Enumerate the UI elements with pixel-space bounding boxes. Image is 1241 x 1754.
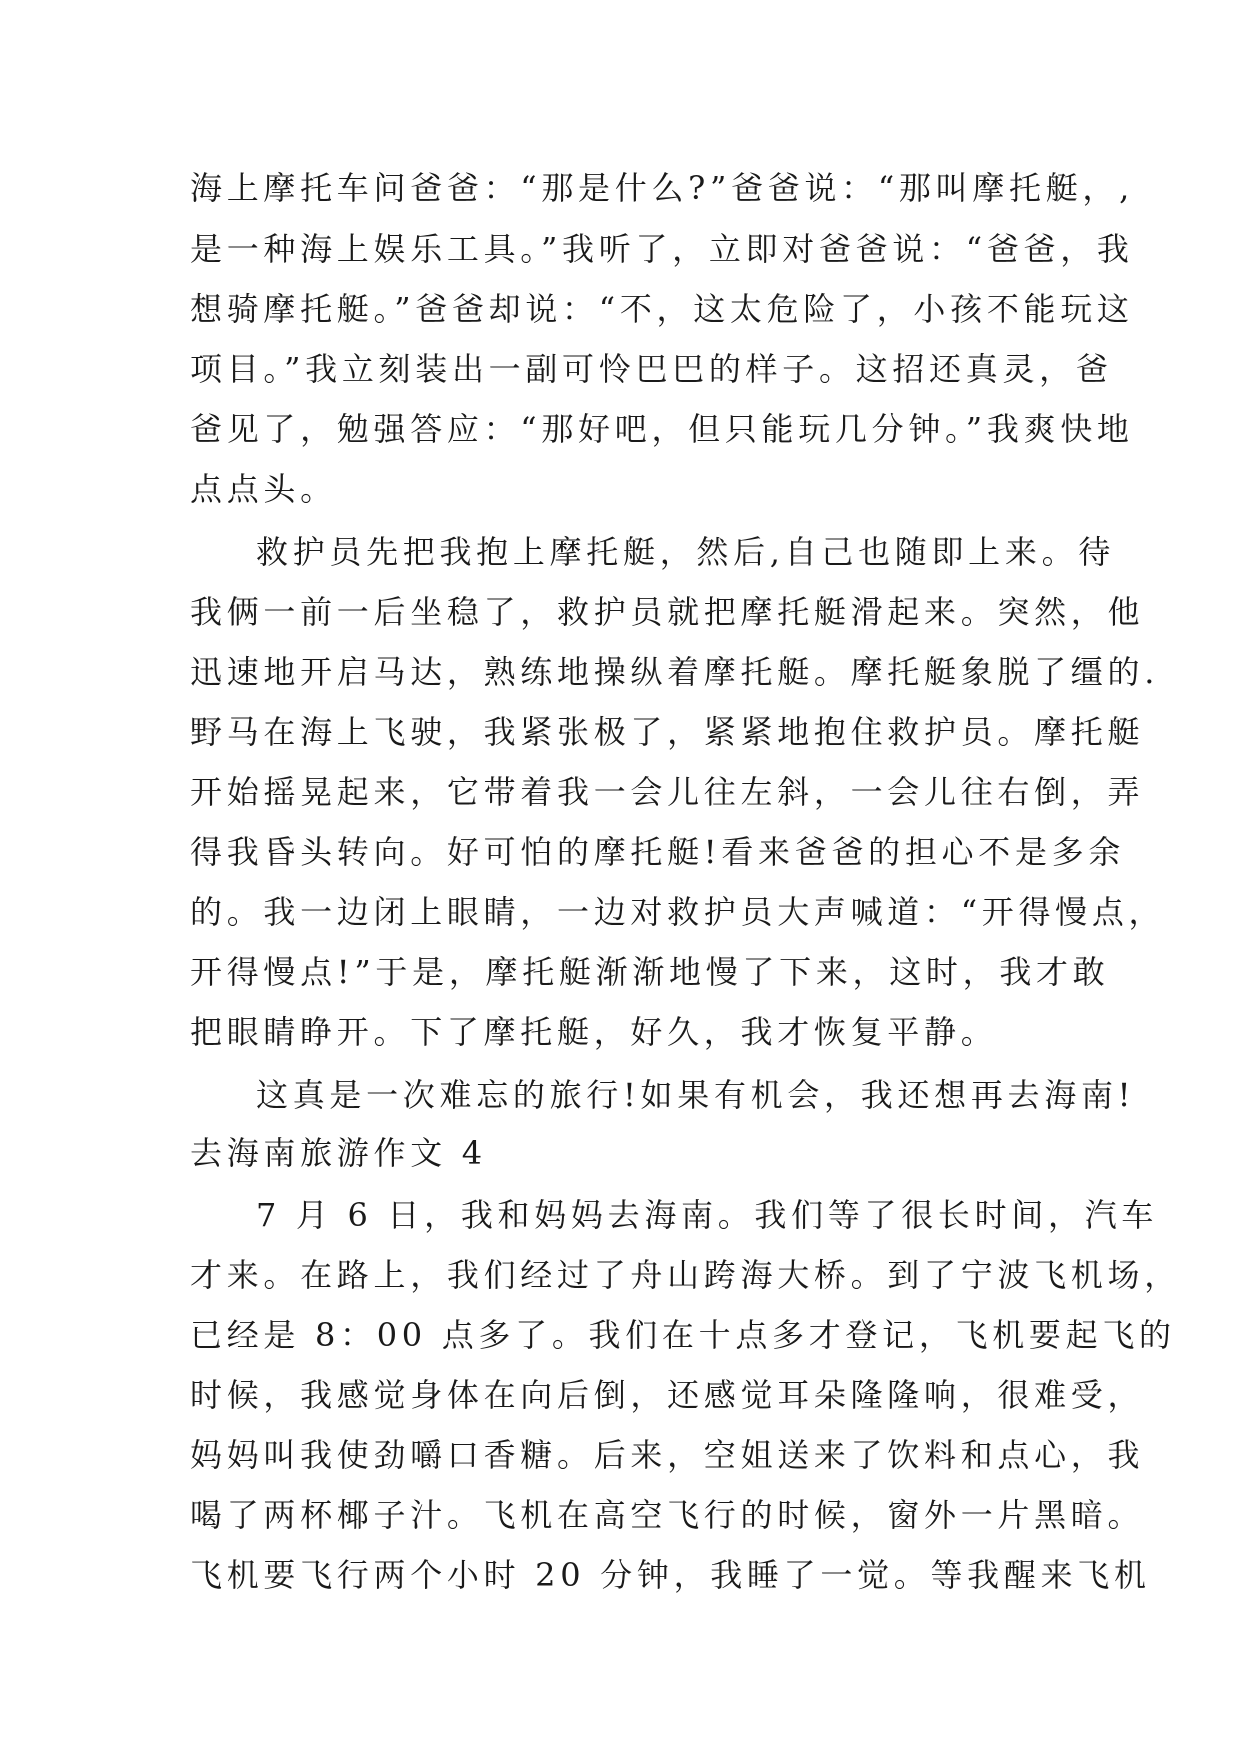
section-heading: 去海南旅游作文 4 [190,1134,487,1172]
text-line: 海上摩托车问爸爸：“那是什么?”爸爸说：“那叫摩托艇，, [190,169,1135,207]
text-line: 得我昏头转向。好可怕的摩托艇!看来爸爸的担心不是多余 [190,833,1126,871]
text-line: 才来。在路上，我们经过了舟山跨海大桥。到了宁波飞机场， [190,1256,1181,1294]
text-line: 项目。”我立刻装出一副可怜巴巴的样子。这招还真灵，爸 [190,350,1113,388]
text-line: 飞机要飞行两个小时 20 分钟，我睡了一觉。等我醒来飞机 [190,1556,1151,1594]
paragraph-first-line: 7 月 6 日，我和妈妈去海南。我们等了很长时间，汽车 [256,1196,1159,1234]
text-line: 迅速地开启马达，熟练地操纵着摩托艇。摩托艇象脱了缰的. [190,653,1160,691]
text-line: 是一种海上娱乐工具。”我听了，立即对爸爸说：“爸爸，我 [190,230,1134,268]
text-line: 爸见了，勉强答应：“那好吧，但只能玩几分钟。”我爽快地 [190,410,1134,448]
text-line: 喝了两杯椰子汁。飞机在高空飞行的时候，窗外一片黑暗。 [190,1496,1145,1534]
text-line: 把眼睛睁开。下了摩托艇，好久，我才恢复平静。 [190,1013,998,1051]
text-line: 已经是 8：00 点多了。我们在十点多才登记，飞机要起飞的 [190,1316,1176,1354]
text-line: 野马在海上飞驶，我紧张极了，紧紧地抱住救护员。摩托艇 [190,713,1145,751]
paragraph-first-line: 这真是一次难忘的旅行!如果有机会，我还想再去海南! [256,1076,1136,1114]
text-line: 点点头。 [190,470,337,508]
text-line: 想骑摩托艇。”爸爸却说：“不，这太危险了，小孩不能玩这 [190,290,1134,328]
paragraph-first-line: 救护员先把我抱上摩托艇，然后,自己也随即上来。待 [256,533,1115,571]
text-line: 我俩一前一后坐稳了，救护员就把摩托艇滑起来。突然，他 [190,593,1145,631]
text-line: 开得慢点!”于是，摩托艇渐渐地慢了下来，这时，我才敢 [190,953,1110,991]
text-line: 的。我一边闭上眼睛，一边对救护员大声喊道：“开得慢点， [190,893,1166,931]
text-line: 妈妈叫我使劲嚼口香糖。后来，空姐送来了饮料和点心，我 [190,1436,1145,1474]
text-line: 时候，我感觉身体在向后倒，还感觉耳朵隆隆响，很难受， [190,1376,1145,1414]
text-line: 开始摇晃起来，它带着我一会儿往左斜，一会儿往右倒，弄 [190,773,1145,811]
